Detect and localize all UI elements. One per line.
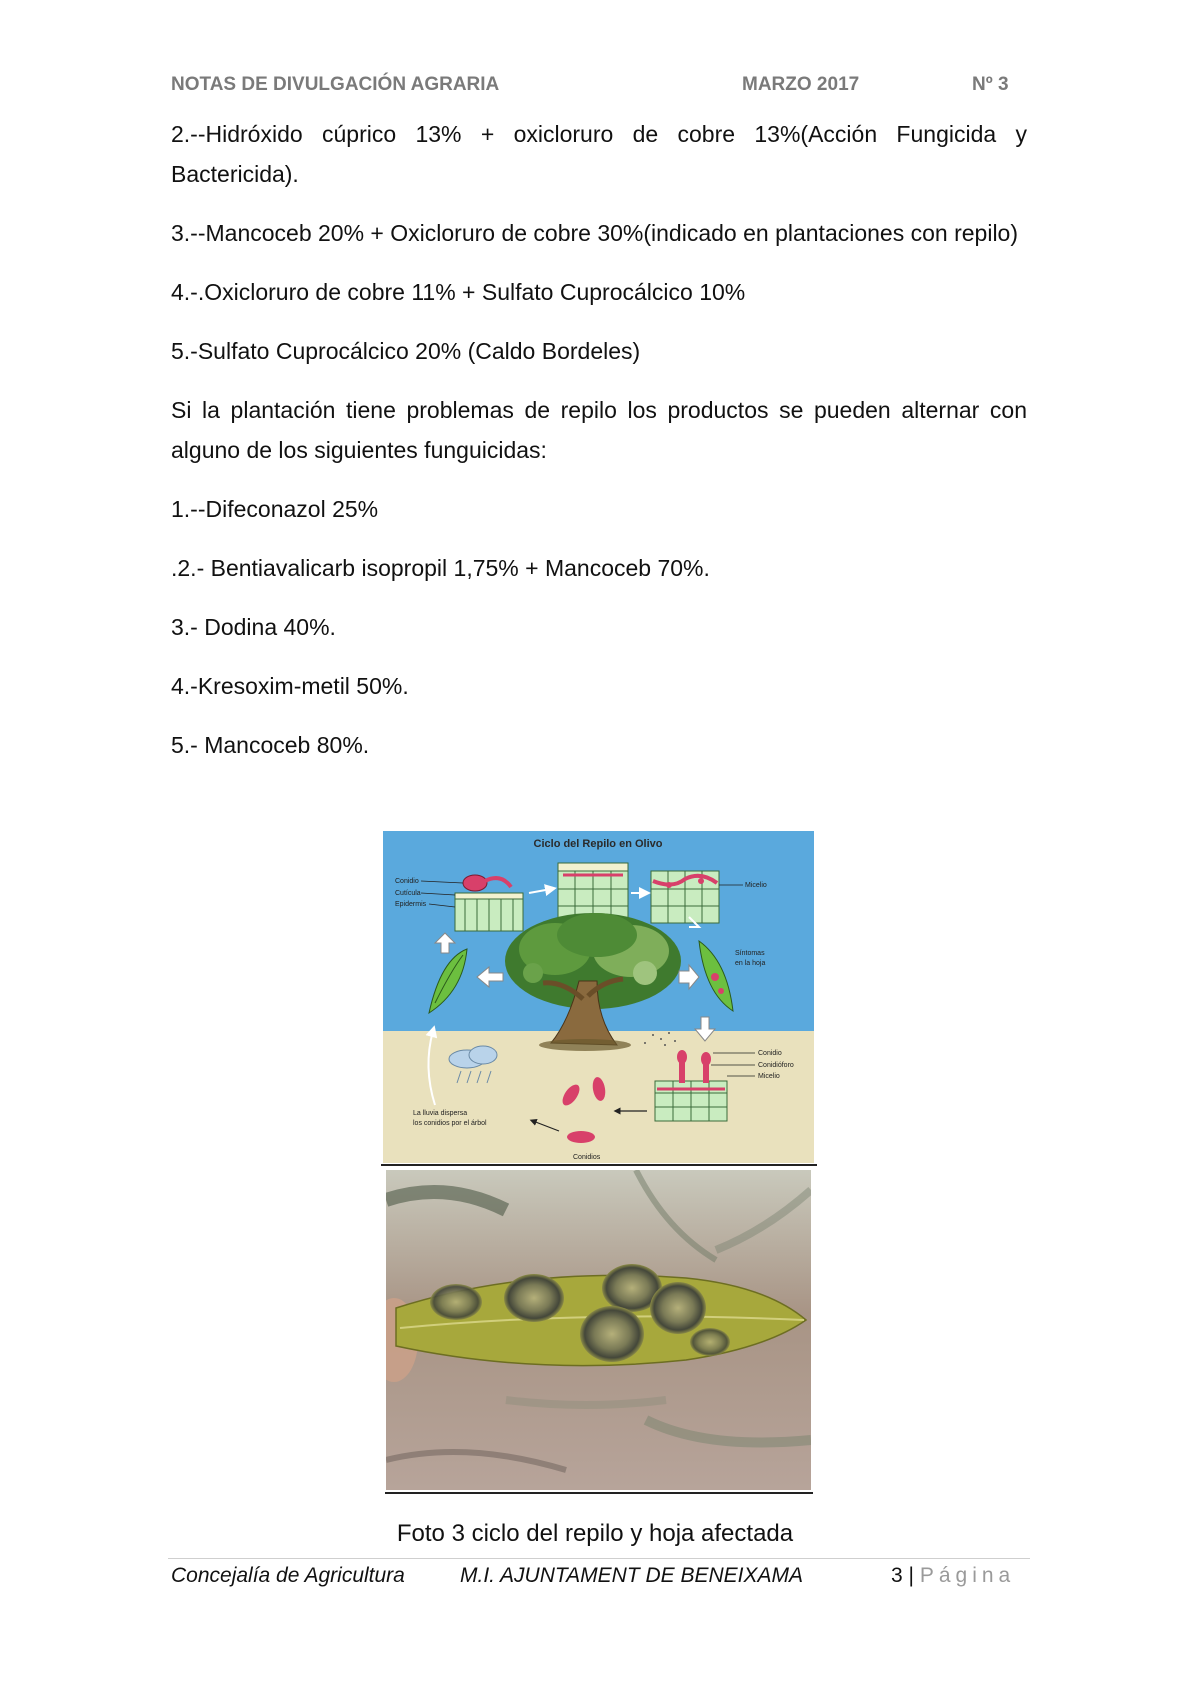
paragraph: Si la plantación tiene problemas de repilo los productos se pueden alternar con alguno de los siguientes funguicidas: xyxy=(171,397,1027,463)
label-epidermis: Epidermis xyxy=(395,901,427,908)
page-footer xyxy=(171,1564,1021,1594)
paragraph: 4.-.Oxicloruro de cobre 11% + Sulfato Cuprocálcico 10% xyxy=(171,279,746,305)
cell-block-mycelium xyxy=(651,871,719,923)
paragraph: 4.-Kresoxim-metil 50%. xyxy=(171,673,409,699)
page-separator: | xyxy=(908,1564,914,1587)
figure-caption: Foto 3 ciclo del repilo y hoja afectada xyxy=(396,1520,794,1547)
diagram-title: Ciclo del Repilo en Olivo xyxy=(533,838,663,850)
label-lluvia: La lluvia dispersa xyxy=(413,1110,468,1117)
figure-divider xyxy=(381,1164,817,1166)
header-issue-number: Nº 3 xyxy=(972,74,1009,95)
label-conidios: Conidios xyxy=(573,1154,601,1161)
label-conidioforo: Conidióforo xyxy=(758,1062,794,1069)
paragraph: 2.--Hidróxido cúprico 13% + oxicloruro de cobre 13%(Acción Fungicida y Bactericida). xyxy=(171,121,1027,187)
paragraph: 3.- Dodina 40%. xyxy=(171,614,336,640)
label-conidio: Conidio xyxy=(395,878,419,885)
paragraph: .2.- Bentiavalicarb isopropil 1,75% + Mancoceb 70%. xyxy=(171,555,710,581)
repilo-cycle-diagram xyxy=(383,831,814,1163)
footer-institution: M.I. AJUNTAMENT DE BENEIXAMA xyxy=(460,1564,804,1587)
infected-leaf-photo xyxy=(386,1170,811,1490)
body-text xyxy=(171,114,1027,784)
label-en-la-hoja: en la hoja xyxy=(735,960,766,967)
paragraph: 5.- Mancoceb 80%. xyxy=(171,732,370,758)
label-micelio: Micelio xyxy=(745,882,767,889)
footer-page-indicator xyxy=(891,1564,1015,1588)
label-cuticula: Cutícula xyxy=(395,890,421,897)
label-micelio-2: Micelio xyxy=(758,1073,780,1080)
conidium-illustration xyxy=(567,1131,595,1143)
page-word: Página xyxy=(919,1564,1016,1587)
label-sintomas: Síntomas xyxy=(735,950,765,957)
paragraph: 1.--Difeconazol 25% xyxy=(171,496,379,522)
paragraph: 3.--Mancoceb 20% + Oxicloruro de cobre 30%(indicado en plantaciones con repilo) xyxy=(171,220,1019,246)
label-conidio-2: Conidio xyxy=(758,1050,782,1057)
page-number: 3 xyxy=(891,1564,903,1587)
label-lluvia-2: los conidios por el árbol xyxy=(413,1120,487,1127)
footer-department: Concejalía de Agricultura xyxy=(171,1564,405,1587)
figure-divider xyxy=(385,1492,813,1494)
footer-divider xyxy=(168,1558,1030,1559)
page-header xyxy=(171,74,1021,100)
paragraph: 5.-Sulfato Cuprocálcico 20% (Caldo Bordeles) xyxy=(171,338,641,364)
header-date: MARZO 2017 xyxy=(742,74,860,95)
header-title: NOTAS DE DIVULGACIÓN AGRARIA xyxy=(171,74,500,95)
